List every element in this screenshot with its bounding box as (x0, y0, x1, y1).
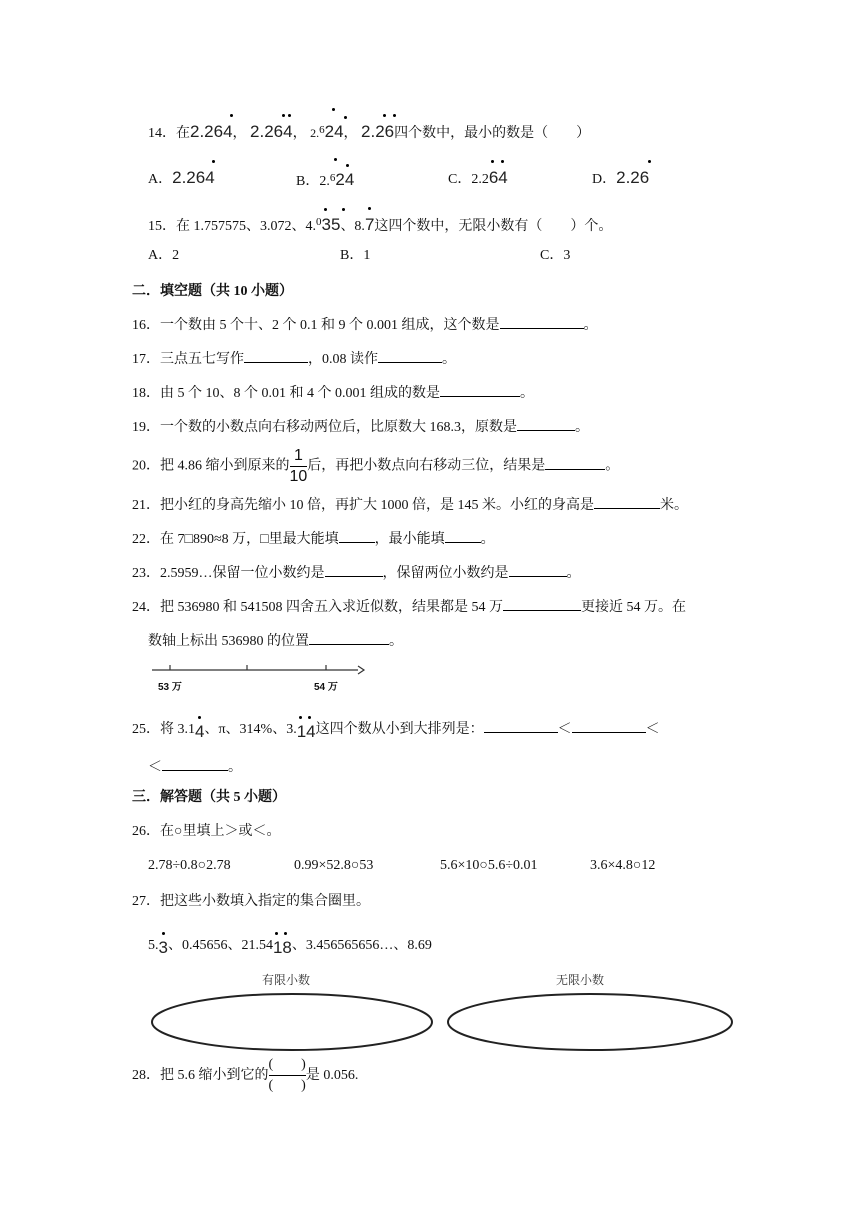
question-26: 26．在○里填上＞或＜。 (132, 824, 281, 839)
question-17: 17．三点五七写作 ，0.08 读作 。 (132, 348, 456, 370)
q14-sep-3: ， (343, 126, 358, 141)
question-24: 24．把 536980 和 541508 四舍五入求近似数，结果都是 54 万 更接近 54 万。在 (132, 596, 686, 618)
q14-tail: 四个数中，最小的数是（ ） (394, 126, 591, 141)
q26-item-1[interactable]: 2.78÷0.8○2.78 (148, 858, 231, 873)
q22-answer-blank-1[interactable] (339, 528, 375, 543)
question-16: 16．一个数由 5 个十、2 个 0.1 和 9 个 0.001 组成，这个数是 。 (132, 314, 598, 336)
q21-answer-blank[interactable] (594, 494, 660, 509)
q25-answer-blank-1[interactable] (484, 718, 558, 733)
q14-sep-2: ， (292, 126, 307, 141)
q25-repeating-1: 4 (195, 722, 204, 742)
q15-repeating-1: $^0$35 (316, 212, 340, 237)
question-19: 19．一个数的小数点向右移动两位后，比原数大 168.3，原数是 。 (132, 416, 589, 438)
q14-option-c-value: 64 (489, 168, 508, 188)
question-15: 15．在 1.757575、3.072、4.$^0$35 、8.7 这四个数中，无限小数有（ ）个。 (148, 212, 612, 237)
section-2-heading: 二．填空题（共 10 小题） (132, 284, 293, 299)
set-label-finite: 有限小数 (262, 973, 311, 987)
q20-fraction: $\frac{1}{10}$ (289, 447, 308, 485)
q14-option-a[interactable]: A．2.264 (148, 168, 215, 190)
q15-option-a[interactable]: A．2 (148, 248, 180, 263)
q27-repeating-1: 3 (159, 938, 168, 958)
q15-option-c[interactable]: C．3 (540, 248, 571, 263)
set-circles (150, 990, 740, 1054)
q16-answer-blank[interactable] (500, 314, 584, 329)
q27-repeating-2: 18 (273, 938, 292, 958)
question-18: 18．由 5 个 10、8 个 0.01 和 4 个 0.001 组成的数是 。 (132, 382, 534, 404)
q15-repeating-2: 7 (365, 215, 374, 235)
q26-item-4[interactable]: 3.6×4.8○12 (590, 858, 656, 873)
q18-answer-blank[interactable] (440, 382, 520, 397)
axis-label-53wan: 53 万 (158, 682, 182, 693)
q23-answer-blank-2[interactable] (509, 562, 567, 577)
question-22: 22．在 7□890≈8 万，□里最大能填 ，最小能填 。 (132, 528, 495, 550)
q14-option-b-value: $^6$24 (330, 168, 354, 192)
q14-number-1: 2.264 (190, 122, 233, 142)
question-25: 25．将 3.14 、π、314%、3.14 这四个数从小到大排列是： ＜ ＜ (132, 718, 660, 742)
q27-numbers: 5.3 、0.45656、21.5418 、3.456565656…、8.69 (148, 936, 432, 958)
question-21: 21．把小红的身高先缩小 10 倍，再扩大 1000 倍，是 145 米。小红的身高是 米。 (132, 494, 688, 516)
q14-number-3: 2.$^6$24 (310, 120, 343, 144)
q24-answer-blank-1[interactable] (503, 596, 581, 611)
section-3-heading: 三．解答题（共 5 小题） (132, 790, 286, 805)
q14-option-d-value: 2.26 (616, 168, 649, 188)
q17-answer-blank-1[interactable] (244, 348, 308, 363)
question-25-line-2: ＜ 。 (148, 756, 242, 778)
q14-option-d[interactable]: D．2.26 (592, 168, 649, 190)
axis-label-54wan: 54 万 (314, 682, 338, 693)
q14-number-2: 2.264 (250, 122, 293, 142)
q15-option-b[interactable]: B．1 (340, 248, 371, 263)
q25-repeating-2: 14 (297, 722, 316, 742)
q20-answer-blank[interactable] (545, 455, 605, 470)
q26-item-3[interactable]: 5.6×10○5.6÷0.01 (440, 858, 538, 873)
q14-option-c[interactable]: C．2.264 (448, 168, 508, 190)
q14-lead: 14．在 (148, 126, 190, 141)
q22-answer-blank-2[interactable] (445, 528, 481, 543)
q23-answer-blank-1[interactable] (325, 562, 383, 577)
q17-answer-blank-2[interactable] (378, 348, 442, 363)
q19-answer-blank[interactable] (517, 416, 575, 431)
q25-answer-blank-2[interactable] (572, 718, 646, 733)
q28-fraction[interactable]: $\frac{( )}{( )}$ (268, 1057, 306, 1094)
q14-option-a-value: 2.264 (172, 168, 215, 188)
q14-option-b[interactable]: B．2.$^6$24 (296, 168, 354, 192)
q14-sep-1: ， (232, 126, 247, 141)
question-27: 27．把这些小数填入指定的集合圈里。 (132, 894, 370, 909)
question-14 (148, 120, 590, 144)
q25-answer-blank-3[interactable] (162, 756, 228, 771)
q26-item-2[interactable]: 0.99×52.8○53 (294, 858, 374, 873)
set-label-infinite: 无限小数 (556, 973, 605, 987)
q24-answer-blank-2[interactable] (309, 630, 389, 645)
question-28: 28．把 5.6 缩小到它的 $\frac{( )}{( )}$ 是 0.056. (132, 1057, 359, 1094)
finite-decimal-set[interactable] (152, 994, 432, 1050)
infinite-decimal-set[interactable] (448, 994, 732, 1050)
question-23: 23．2.5959…保留一位小数约是 ，保留两位小数约是 。 (132, 562, 581, 584)
q14-number-4: 2.26 (361, 122, 394, 142)
question-24-line-2: 数轴上标出 536980 的位置 。 (148, 630, 403, 652)
question-20: 20．把 4.86 缩小到原来的 $\frac{1}{10}$ 后，再把小数点向右移动三位，结果是 。 (132, 447, 620, 485)
